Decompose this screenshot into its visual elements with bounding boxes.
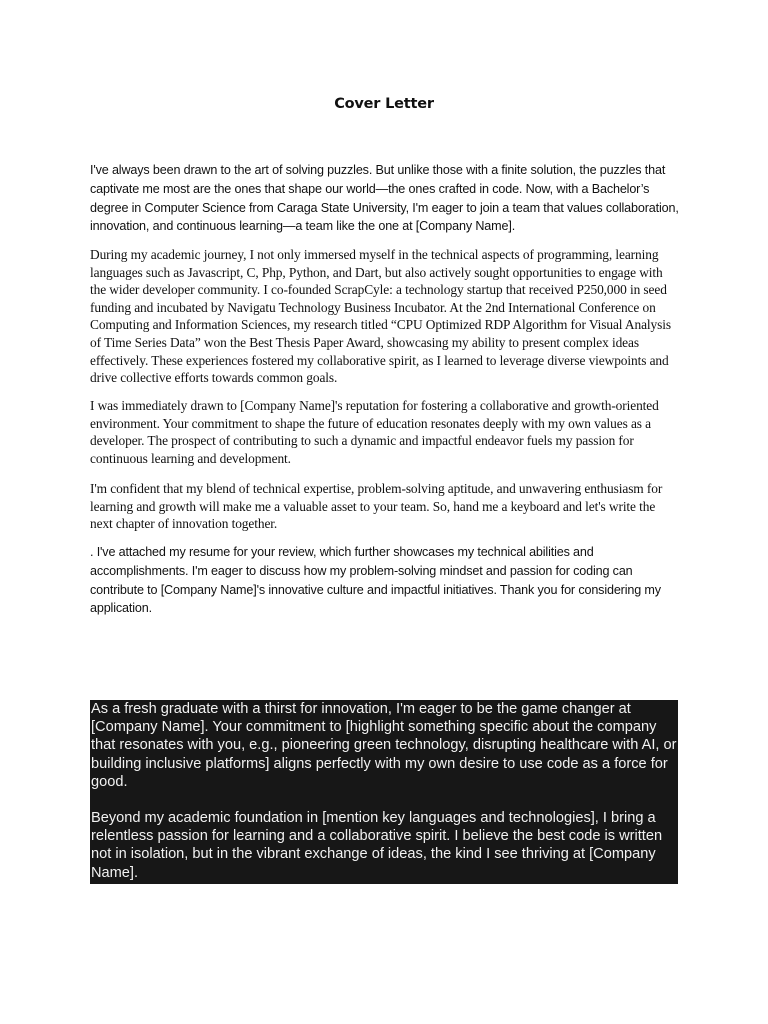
paragraph-closing: . I've attached my resume for your review, which further showcases my technical abilities and accomplishments. I'm eager to discuss how my problem-solving mindset and passion for coding can contribute to [Company Name]'s innovative culture and impactful initiatives. Thank you for considering my application. — [90, 545, 661, 616]
paragraph-academic-journey: During my academic journey, I not only immersed myself in the technical aspects of programming, learning languages such as Javascript, C, Php, Python, and Dart, but also actively sought opportunities to engage with the wider developer community. I co-founded ScrapCyle: a technology startup that received P250,000 in seed funding and incubated by Navigatu Technology Business Incubator. At the 2nd International Conference on Computing and Information Sciences, my research titled “CPU Optimized RDP Algorithm for Visual Analysis of Time Series Data” won the Best Thesis Paper Award, showcasing my ability to present complex ideas effectively. These experiences fostered my collaborative spirit, as I learned to leverage diverse viewpoints and drive collective efforts towards common goals. — [90, 247, 671, 386]
page-title: Cover Letter — [334, 96, 434, 112]
paragraph-company-interest: I was immediately drawn to [Company Name]'s reputation for fostering a collaborative and growth-oriented environment. Your commitment to shape the future of education resonates deeply with my own values as a developer. The prospect of contributing to such a dynamic and impactful endeavor fuels my passion for continuous learning and development. — [90, 398, 659, 466]
paragraph-intro: I've always been drawn to the art of solving puzzles. But unlike those with a finite solution, the puzzles that captivate me most are the ones that shape our world—the ones crafted in code. Now, with a Bachelor’s degree in Computer Science from Caraga State University, I'm eager to join a team that values collaboration, innovation, and continuous learning—a team like the one at [Company Name]. — [90, 163, 679, 234]
paragraph-spacer — [91, 791, 678, 809]
highlighted-text-block — [90, 700, 678, 884]
paragraph-confidence: I'm confident that my blend of technical expertise, problem-solving aptitude, and unwavering enthusiasm for learning and growth will make me a valuable asset to your team. So, hand me a keyboard and let's write the next chapter of innovation together. — [90, 481, 663, 532]
highlight-paragraph: As a fresh graduate with a thirst for innovation, I'm eager to be the game changer at [Company Name]. Your commitment to [highlight something specific about the company that resonates with you, e.g., pioneering green technology, disrupting healthcare with AI, or building inclusive platforms] aligns perfectly with my own desire to use code as a force for good. — [91, 701, 677, 790]
highlight-paragraph: Beyond my academic foundation in [mention key languages and technologies], I bring a relentless passion for learning and a collaborative spirit. I believe the best code is written not in isolation, but in the vibrant exchange of ideas, the kind I see thriving at [Company Name]. — [91, 810, 663, 881]
